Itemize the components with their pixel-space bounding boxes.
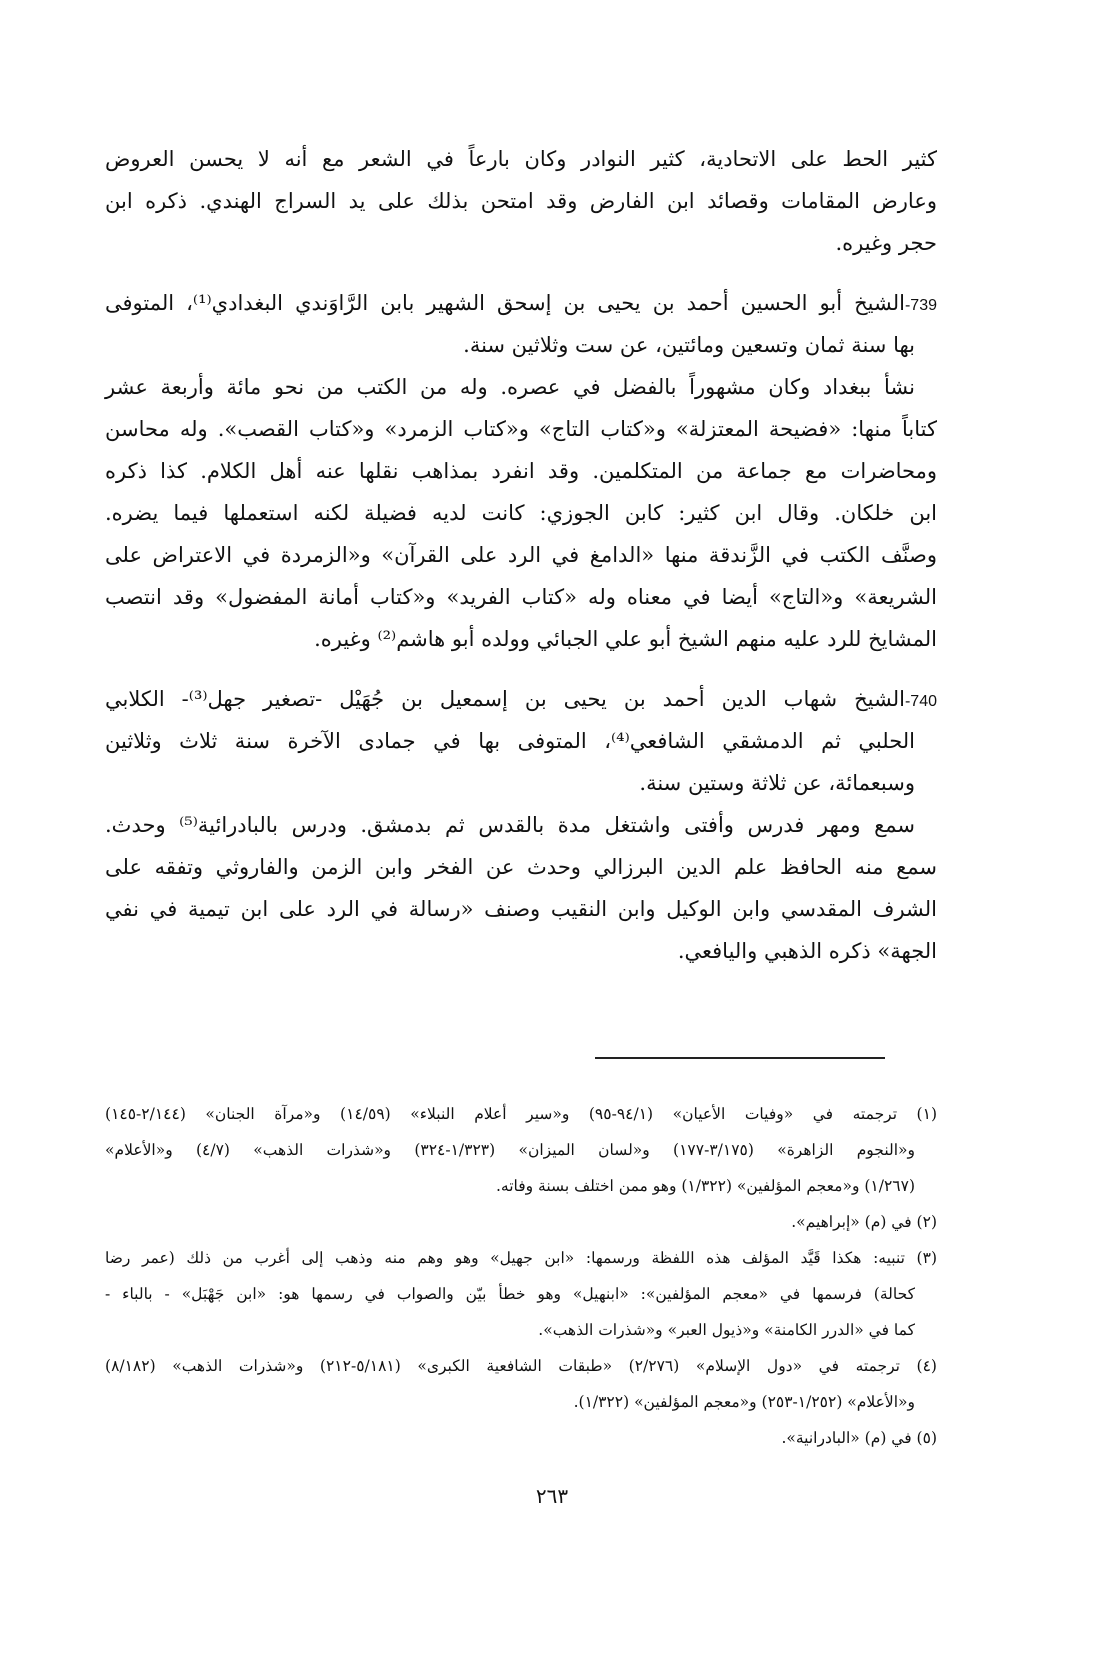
text-line xyxy=(105,450,937,492)
footnote-line: (٣) تنبيه: هكذا قَيَّد المؤلف هذه اللفظة ورسمها: «ابن جهيل» وهو وهم منه وذهب إلى أغرب من ذلك (عمر رضا xyxy=(105,1249,937,1267)
text-line xyxy=(105,618,937,660)
footnote-line: و«الأعلام» (١/٢٥٢-٢٥٣) و«معجم المؤلفين» (١/٣٢٢). xyxy=(573,1393,915,1411)
entry-number: 739- xyxy=(904,297,937,314)
line-text: وسبعمائة، عن ثلاثة وستين سنة. xyxy=(639,771,915,795)
footnote-line: (٢) في (م) «إبراهيم». xyxy=(791,1213,937,1231)
text-line xyxy=(105,492,937,534)
page-number: ٢٦٣ xyxy=(535,1484,569,1508)
text-line xyxy=(105,366,937,408)
line-text: الشريعة» و«التاج» أيضا في معناه وله «كتاب الفريد» و«كتاب أمانة المفضول» وقد انتصب xyxy=(105,585,937,609)
text-line xyxy=(105,222,937,264)
line-text: الحلبي ثم الدمشقي الشافعي⁽⁴⁾، المتوفى بها في جمادى الآخرة سنة ثلاث وثلاثين xyxy=(105,729,915,753)
line-text: كثير الحط على الاتحادية، كثير النوادر وكان بارعاً في الشعر مع أنه لا يحسن العروض xyxy=(105,147,937,171)
line-text: حجر وغيره. xyxy=(835,231,937,255)
line-text: نشأ ببغداد وكان مشهوراً بالفضل في عصره. وله من الكتب من نحو مائة وأربعة عشر xyxy=(105,375,915,399)
footnote-line: (٥) في (م) «البادرانية». xyxy=(781,1429,937,1447)
line-text: سمع ومهر فدرس وأفتى واشتغل مدة بالقدس ثم بدمشق. ودرس بالبادرائية⁽⁵⁾ وحدث. xyxy=(105,813,915,837)
line-text: بها سنة ثمان وتسعين ومائتين، عن ست وثلاثين سنة. xyxy=(463,333,915,357)
footnote-line: و«النجوم الزاهرة» (٣/١٧٥-١٧٧) و«لسان الميزان» (١/٣٢٣-٣٢٤) و«شذرات الذهب» (٤/٧) و«الأعلام» xyxy=(105,1141,915,1159)
line-text: الشرف المقدسي وابن الوكيل وابن النقيب وصنف «رسالة في الرد على ابن تيمية في نفي xyxy=(105,897,937,921)
footnotes xyxy=(105,1096,937,1456)
line-text: ومحاضرات مع جماعة من المتكلمين. وقد انفرد بمذاهب نقلها عنه أهل الكلام. كذا ذكره xyxy=(105,459,937,483)
text-line xyxy=(105,930,937,972)
text-line xyxy=(105,180,937,222)
footnote-line: كما في «الدرر الكامنة» و«ذيول العبر» و«شذرات الذهب». xyxy=(538,1321,915,1339)
line-text: الشيخ شهاب الدين أحمد بن يحيى بن إسمعيل بن جُهَيْل -تصغير جهل⁽³⁾- الكلابي xyxy=(105,687,905,711)
text-line xyxy=(105,324,937,366)
text-line xyxy=(105,138,937,180)
line-text: سمع منه الحافظ علم الدين البرزالي وحدث عن الفخر وابن الزمن والفاروثي وتفقه على xyxy=(105,855,937,879)
entry-number: 740- xyxy=(904,693,937,710)
line-text: كتاباً منها: «فضيحة المعتزلة» و«كتاب التاج» و«كتاب الزمرد» و«كتاب القصب». وله محاسن xyxy=(105,417,937,441)
line-text: وعارض المقامات وقصائد ابن الفارض وقد امتحن بذلك على يد السراج الهندي. ذكره ابن xyxy=(105,189,937,213)
footnote-line: كحالة) فرسمها في «معجم المؤلفين»: «ابنهيل» وهو خطأ بيّن والصواب في رسمها هو: «ابن جَهْبَل» - بالباء - xyxy=(105,1285,915,1303)
text-line xyxy=(105,720,937,762)
entry-heading-line xyxy=(105,678,937,720)
footnote-separator xyxy=(595,1057,885,1059)
text-line xyxy=(105,804,937,846)
line-text: المشايخ للرد عليه منهم الشيخ أبو علي الجبائي وولده أبو هاشم⁽²⁾ وغيره. xyxy=(314,627,937,651)
footnote-line: (١) ترجمته في «وفيات الأعيان» (٩٤/١-٩٥) و«سير أعلام النبلاء» (١٤/٥٩) و«مرآة الجنان» (٢/١٤٤-١٤٥) xyxy=(105,1105,937,1123)
text-line xyxy=(105,762,937,804)
text-line xyxy=(105,888,937,930)
line-text: الجهة» ذكره الذهبي واليافعي. xyxy=(677,939,937,963)
footnote-line: (٤) ترجمته في «دول الإسلام» (٢/٢٧٦) «طبقات الشافعية الكبرى» (٥/١٨١-٢١٢) و«شذرات الذهب» (٨/١٨٢) xyxy=(105,1357,937,1375)
text-line xyxy=(105,846,937,888)
line-text: ابن خلكان. وقال ابن كثير: كابن الجوزي: كانت لديه فضيلة لكنه استعملها فيما يضره. xyxy=(105,501,937,525)
line-text: وصنَّف الكتب في الزَّندقة منها «الدامغ في الرد على القرآن» و«الزمردة في الاعتراض على xyxy=(105,543,937,567)
line-text: الشيخ أبو الحسين أحمد بن يحيى بن إسحق الشهير بابن الرَّاوَندي البغدادي⁽¹⁾، المتوفى xyxy=(105,291,905,315)
text-line xyxy=(105,408,937,450)
text-line xyxy=(105,576,937,618)
entry-heading-line xyxy=(105,282,937,324)
footnote-line: (١/٢٦٧) و«معجم المؤلفين» (١/٣٢٢) وهو ممن اختلف بسنة وفاته. xyxy=(495,1177,915,1195)
text-line xyxy=(105,534,937,576)
main-text xyxy=(105,138,937,972)
